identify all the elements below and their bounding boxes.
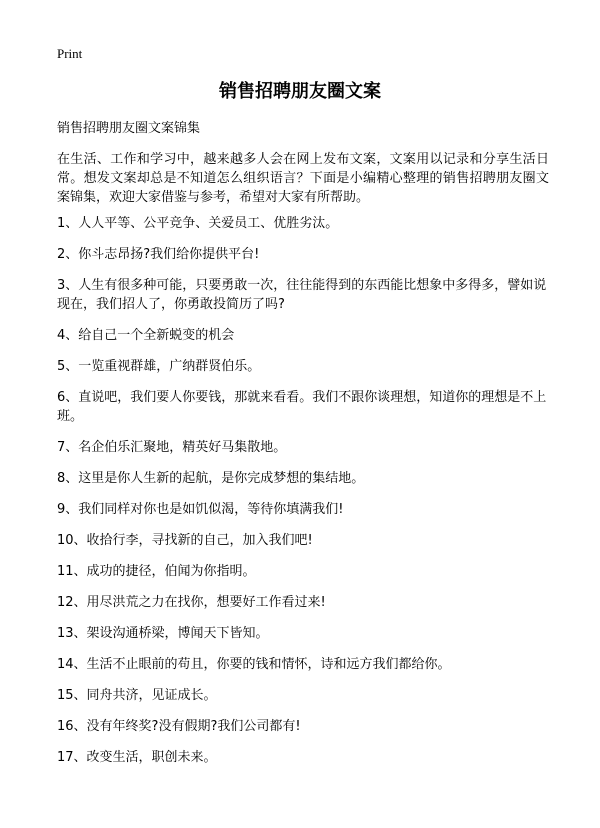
list-item: 12、用尽洪荒之力在找你，想要好工作看过来! [57, 595, 326, 610]
list-item: 16、没有年终奖?没有假期?我们公司都有! [57, 719, 301, 734]
list-item: 6、直说吧，我们要人你要钱，那就来看看。我们不跟你谈理想，知道你的理想是不上班。 [57, 390, 547, 424]
list-item: 8、这里是你人生新的起航，是你完成梦想的集结地。 [57, 471, 365, 486]
page-title: 销售招聘朋友圈文案 [219, 81, 381, 102]
list-item: 1、人人平等、公平竞争、关爱员工、优胜劣汰。 [57, 216, 339, 231]
slogan-list [57, 214, 549, 779]
list-item: 14、生活不止眼前的苟且，你要的钱和情怀，诗和远方我们都给你。 [57, 657, 451, 672]
print-link[interactable]: Print [57, 46, 83, 61]
list-item: 10、收拾行李，寻找新的自己，加入我们吧! [57, 533, 313, 548]
list-item: 13、架设沟通桥梁，博闻天下皆知。 [57, 626, 269, 641]
list-item: 4、给自己一个全新蜕变的机会 [57, 328, 235, 343]
list-item: 3、人生有很多种可能，只要勇敢一次，往往能得到的东西能比想象中多得多，譬如说现在，我们招人了，你勇敢投简历了吗? [57, 278, 547, 312]
list-item: 11、成功的捷径，伯闻为你指明。 [57, 564, 256, 579]
intro-paragraph: 在生活、工作和学习中，越来越多人会在网上发布文案，文案用以记录和分享生活日常。想发文案却总是不知道怎么组织语言？下面是小编精心整理的销售招聘朋友圈文案锦集，欢迎大家借鉴与参考，希望对大家有所帮助。 [57, 152, 549, 205]
list-item: 15、同舟共济，见证成长。 [57, 688, 217, 703]
list-item: 17、改变生活，职创未来。 [57, 750, 217, 765]
list-item: 9、我们同样对你也是如饥似渴，等待你填满我们! [57, 502, 344, 517]
list-item: 7、名企伯乐汇聚地，精英好马集散地。 [57, 440, 287, 455]
list-item: 2、你斗志昂扬?我们给你提供平台! [57, 247, 260, 262]
document-subtitle: 销售招聘朋友圈文案锦集 [57, 121, 201, 136]
list-item: 5、一览重视群雄，广纳群贤伯乐。 [57, 359, 261, 374]
